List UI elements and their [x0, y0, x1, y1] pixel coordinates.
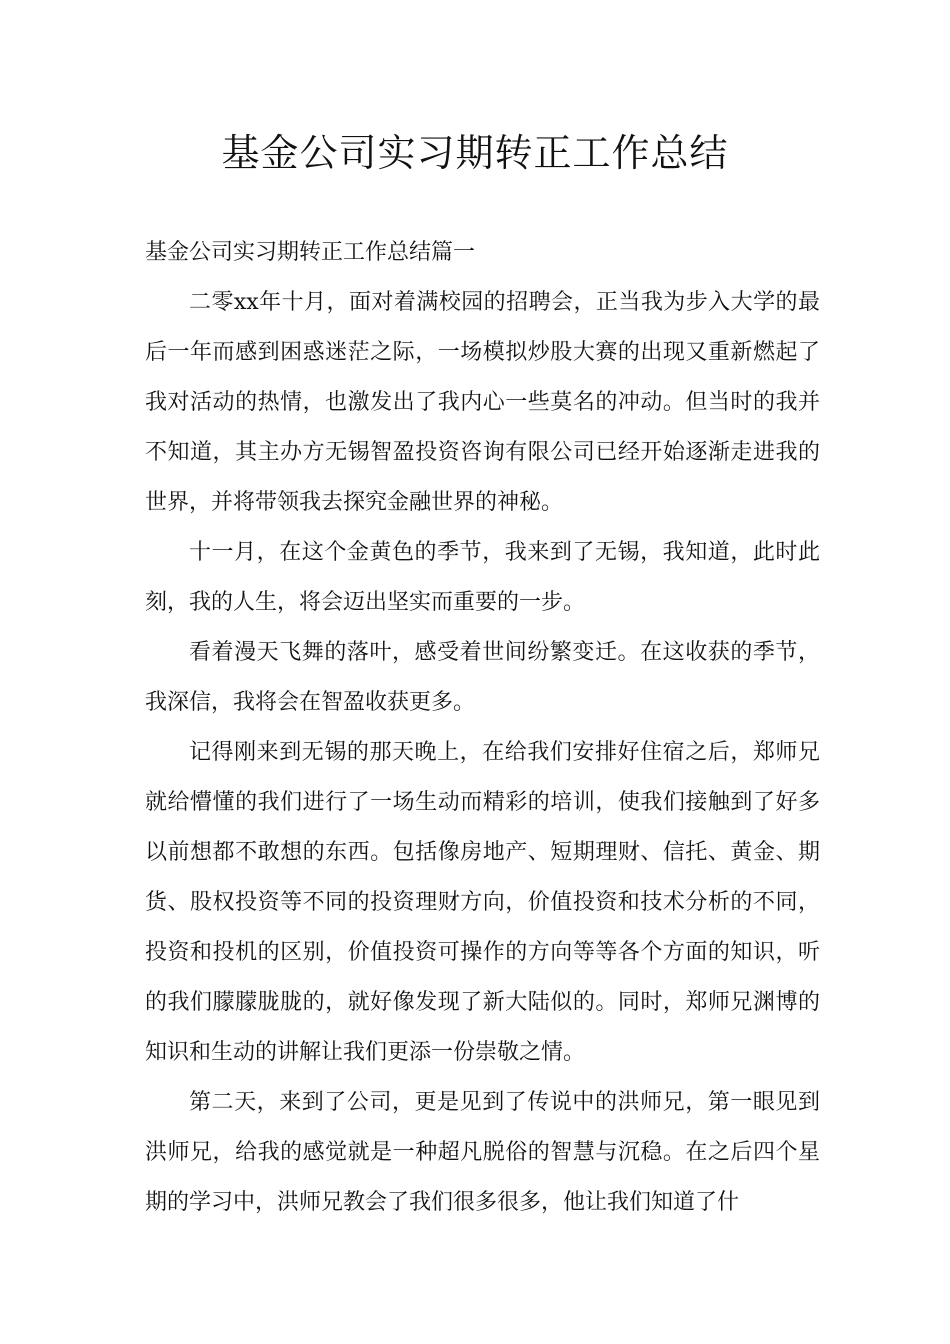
paragraph: 记得刚来到无锡的那天晚上，在给我们安排好住宿之后，郑师兄就给懵懂的我们进行了一场生动而精彩的培训，使我们接触到了好多以前想都不敢想的东西。包括像房地产、短期理财、信托、黄金、期货、股权投资等不同的投资理财方向，价值投资和技术分析的不同，投资和投机的区别，价值投资可操作的方向等等各个方面的知识，听的我们朦朦胧胧的，就好像发现了新大陆似的。同时，郑师兄渊博的知识和生动的讲解让我们更添一份崇敬之情。 — [145, 740, 820, 1065]
paragraph: 看着漫天飞舞的落叶，感受着世间纷繁变迁。在这收获的季节，我深信，我将会在智盈收获更多。 — [145, 640, 820, 715]
paragraph: 第二天，来到了公司，更是见到了传说中的洪师兄，第一眼见到洪师兄，给我的感觉就是一种超凡脱俗的智慧与沉稳。在之后四个星期的学习中，洪师兄教会了我们很多很多，他让我们知道了什 — [145, 1090, 820, 1215]
document-title: 基金公司实习期转正工作总结 — [221, 131, 729, 175]
paragraph: 二零xx年十月，面对着满校园的招聘会，正当我为步入大学的最后一年而感到困惑迷茫之际，一场模拟炒股大赛的出现又重新燃起了我对活动的热情，也激发出了我内心一些莫名的冲动。但当时的我并不知道，其主办方无锡智盈投资咨询有限公司已经开始逐渐走进我的世界，并将带领我去探究金融世界的神秘。 — [145, 290, 820, 515]
document-body — [145, 228, 820, 1228]
paragraph: 十一月，在这个金黄色的季节，我来到了无锡，我知道，此时此刻，我的人生，将会迈出坚实而重要的一步。 — [145, 540, 820, 615]
section-heading: 基金公司实习期转正工作总结篇一 — [145, 240, 476, 265]
